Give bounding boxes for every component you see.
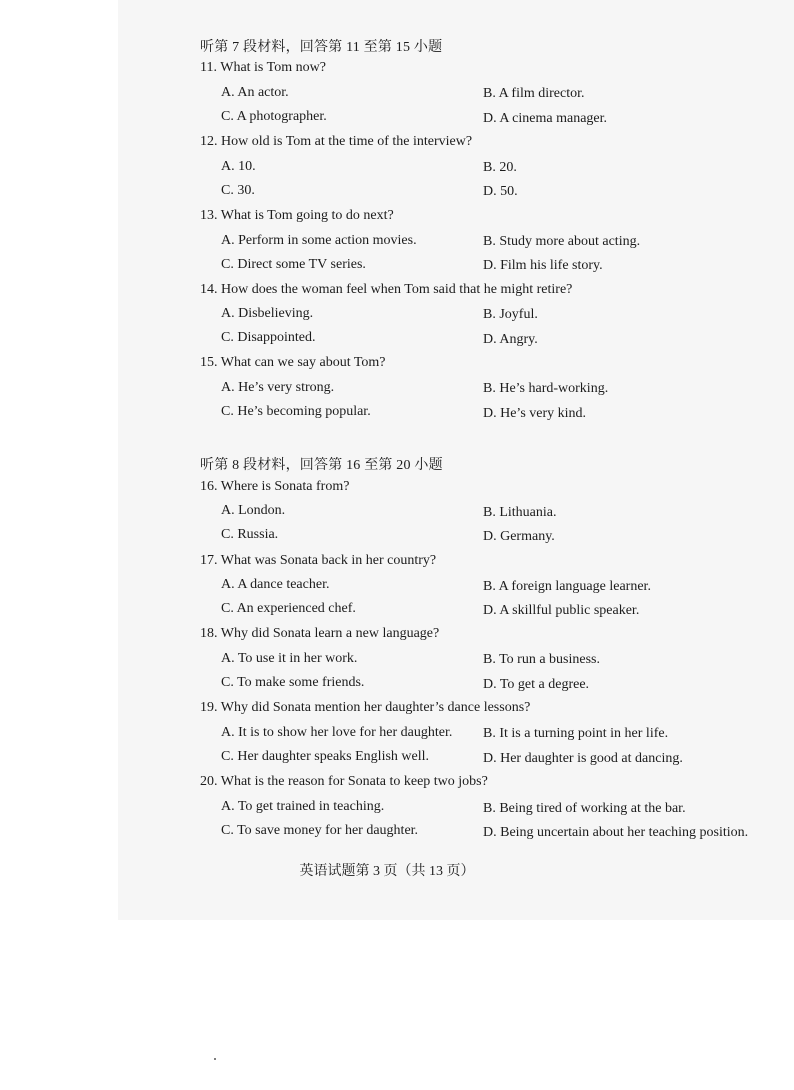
option-c: C. Direct some TV series.: [221, 257, 366, 272]
option-c: C. Disappointed.: [221, 330, 316, 345]
option-c: C. To save money for her daughter.: [221, 823, 419, 838]
option-d: D. Film his life story.: [483, 258, 603, 273]
option-c: C. He’s becoming popular.: [221, 404, 371, 419]
option-c: C. A photographer.: [221, 109, 327, 124]
option-b: B. A film director.: [483, 86, 585, 101]
question-stem: 11. What is Tom now?: [200, 60, 326, 75]
option-a: A. He’s very strong.: [221, 380, 335, 395]
scan-speck: [214, 1058, 216, 1060]
option-d: D. 50.: [483, 184, 518, 199]
option-a: A. Disbelieving.: [221, 306, 314, 321]
option-c: C. 30.: [221, 183, 255, 198]
option-b: B. Study more about acting.: [483, 234, 641, 249]
option-c: C. Russia.: [221, 527, 279, 542]
option-a: A. London.: [221, 503, 286, 518]
option-a: A. To get trained in teaching.: [221, 799, 385, 814]
question-stem: 15. What can we say about Tom?: [200, 355, 386, 370]
section-title: 听第 7 段材料，回答第 11 至第 15 小题: [200, 40, 443, 55]
option-d: D. Her daughter is good at dancing.: [483, 751, 683, 766]
option-b: B. It is a turning point in her life.: [483, 726, 669, 741]
option-a: A. Perform in some action movies.: [221, 233, 417, 248]
option-a: A. It is to show her love for her daughter.: [221, 725, 453, 740]
option-b: B. Joyful.: [483, 307, 538, 322]
option-a: A. To use it in her work.: [221, 651, 358, 666]
option-d: D. A cinema manager.: [483, 111, 608, 126]
question-stem: 19. Why did Sonata mention her daughter’s dance lessons?: [200, 700, 531, 715]
question-stem: 20. What is the reason for Sonata to keep two jobs?: [200, 774, 488, 789]
question-stem: 17. What was Sonata back in her country?: [200, 553, 437, 568]
option-b: B. Being tired of working at the bar.: [483, 801, 686, 816]
question-stem: 18. Why did Sonata learn a new language?: [200, 626, 440, 641]
option-b: B. To run a business.: [483, 652, 600, 667]
option-a: A. 10.: [221, 159, 256, 174]
option-d: D. Angry.: [483, 332, 538, 347]
option-b: B. A foreign language learner.: [483, 579, 651, 594]
question-stem: 13. What is Tom going to do next?: [200, 208, 394, 223]
option-c: C. An experienced chef.: [221, 601, 356, 616]
page-footer: [0, 860, 794, 880]
option-b: B. Lithuania.: [483, 505, 557, 520]
option-d: D. Germany.: [483, 529, 555, 544]
option-b: B. He’s hard-working.: [483, 381, 609, 396]
option-b: B. 20.: [483, 160, 517, 175]
option-d: D. He’s very kind.: [483, 406, 587, 421]
question-stem: 16. Where is Sonata from?: [200, 479, 350, 494]
option-a: A. An actor.: [221, 85, 289, 100]
option-c: C. Her daughter speaks English well.: [221, 749, 430, 764]
option-d: D. A skillful public speaker.: [483, 603, 640, 618]
question-stem: 12. How old is Tom at the time of the interview?: [200, 134, 473, 149]
option-c: C. To make some friends.: [221, 675, 365, 690]
section-title: 听第 8 段材料，回答第 16 至第 20 小题: [200, 458, 443, 473]
page-number-label: 英语试题第 3 页（共 13 页）: [299, 864, 475, 879]
question-stem: 14. How does the woman feel when Tom said that he might retire?: [200, 282, 573, 297]
option-d: D. To get a degree.: [483, 677, 590, 692]
option-d: D. Being uncertain about her teaching position.: [483, 825, 749, 840]
option-a: A. A dance teacher.: [221, 577, 330, 592]
